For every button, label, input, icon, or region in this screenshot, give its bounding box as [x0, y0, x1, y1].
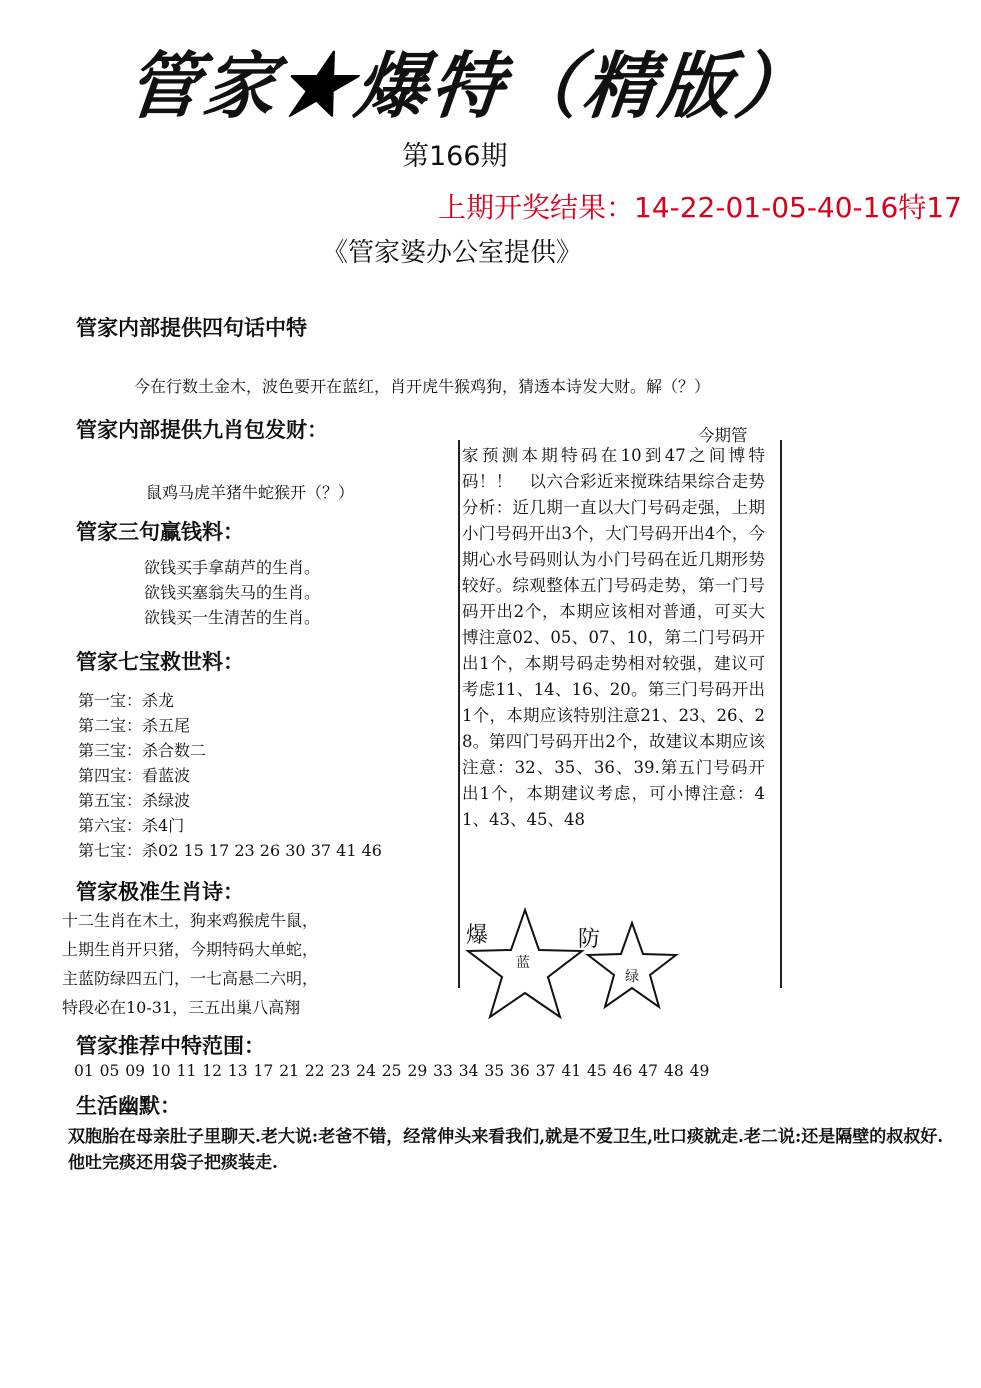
treasure-item: 第四宝：看蓝波: [78, 766, 191, 785]
nine-zodiac-heading: 管家内部提供九肖包发财：: [76, 417, 328, 442]
three-lines-line-3: 欲钱买一生清苦的生肖。: [144, 608, 321, 627]
treasure-item: 第五宝：杀绿波: [78, 791, 191, 810]
poem-line: 十二生肖在木土，狗来鸡猴虎牛鼠，: [62, 911, 319, 930]
poem-line: 特段必在10-31，三五出巢八高翔: [62, 998, 301, 1017]
three-lines-line-1: 欲钱买手拿葫芦的生肖。: [144, 558, 321, 577]
humor-heading: 生活幽默：: [76, 1093, 181, 1118]
star-right-inner: 绿: [625, 969, 639, 985]
star-left-label: 爆: [466, 923, 489, 948]
seven-treasures-heading: 管家七宝救世料：: [76, 649, 244, 674]
range-numbers: 01 05 09 10 11 12 13 17 21 22 23 24 25 29 33 34 35 36 37 41 45 46 47 48 49: [74, 1062, 710, 1080]
treasure-item: 第二宝：杀五尾: [78, 716, 191, 735]
small-star-icon: [588, 923, 676, 1007]
nine-zodiac-text: 鼠鸡马虎羊猪牛蛇猴开（？）: [146, 483, 355, 502]
prediction-head: 今期管: [698, 426, 748, 445]
prediction-text: 家预测本期特码在10到47之间博特码！！ 以六合彩近来搅珠结果综合走势分析：近几期一直以大门号码走强，上期小门号码开出3个，大门号码开出4个，今期心水号码则认为小门号码在近几期形势较好。综观整体五门号码走势，第一门号码开出2个，本期应该相对普通，可买大博注意02、05、07、10，第二门号码开出1个，本期号码走势相对较强，建议可考虑11、14、16、20。第三门号码开出1个，本期应该特别注意21、23、26、28。第四门号码开出2个，故建议本期应该注意：32、35、36、39.第五门号码开出1个，本期建议考虑，可小博注意：41、43、45、48: [462, 446, 765, 829]
four-lines-text: 今在行数土金木，波色要开在蓝红，肖开虎牛猴鸡狗，猜透本诗发大财。解（？）: [134, 377, 711, 396]
treasure-item: 第三宝：杀合数二: [78, 741, 207, 760]
last-draw-result: 上期开奖结果：14-22-01-05-40-16特17: [438, 191, 962, 224]
title-part-2: 爆特（精版）: [350, 43, 816, 128]
three-lines-line-2: 欲钱买塞翁失马的生肖。: [144, 583, 321, 602]
star-left-inner: 蓝: [516, 955, 530, 971]
treasure-item: 第六宝：杀4门: [78, 816, 185, 835]
poem-heading: 管家极准生肖诗：: [76, 879, 244, 904]
provider-line: 《管家婆办公室提供》: [322, 238, 583, 268]
issue-number: 第166期: [402, 141, 508, 172]
treasure-item: 第七宝：杀02 15 17 23 26 30 37 41 46: [78, 841, 382, 860]
star-icon: ★: [274, 43, 360, 128]
three-lines-heading: 管家三句赢钱料：: [76, 519, 244, 544]
page-title: [123, 28, 818, 132]
title-part-1: 管家: [122, 43, 284, 128]
poem-line: 主蓝防绿四五门，一七高悬二六明，: [62, 969, 319, 988]
range-heading: 管家推荐中特范围：: [76, 1033, 265, 1058]
star-right-label: 防: [578, 927, 601, 952]
four-lines-heading: 管家内部提供四句话中特: [76, 315, 307, 340]
treasure-item: 第一宝：杀龙: [78, 691, 175, 710]
humor-text: 双胞胎在母亲肚子里聊天.老大说:老爸不错，经常伸头来看我们,就是不爱卫生,吐口痰就走.老二说:还是隔壁的叔叔好.他吐完痰还用袋子把痰装走.: [68, 1127, 944, 1173]
poem-line: 上期生肖开只猪，今期特码大单蛇，: [62, 940, 319, 959]
